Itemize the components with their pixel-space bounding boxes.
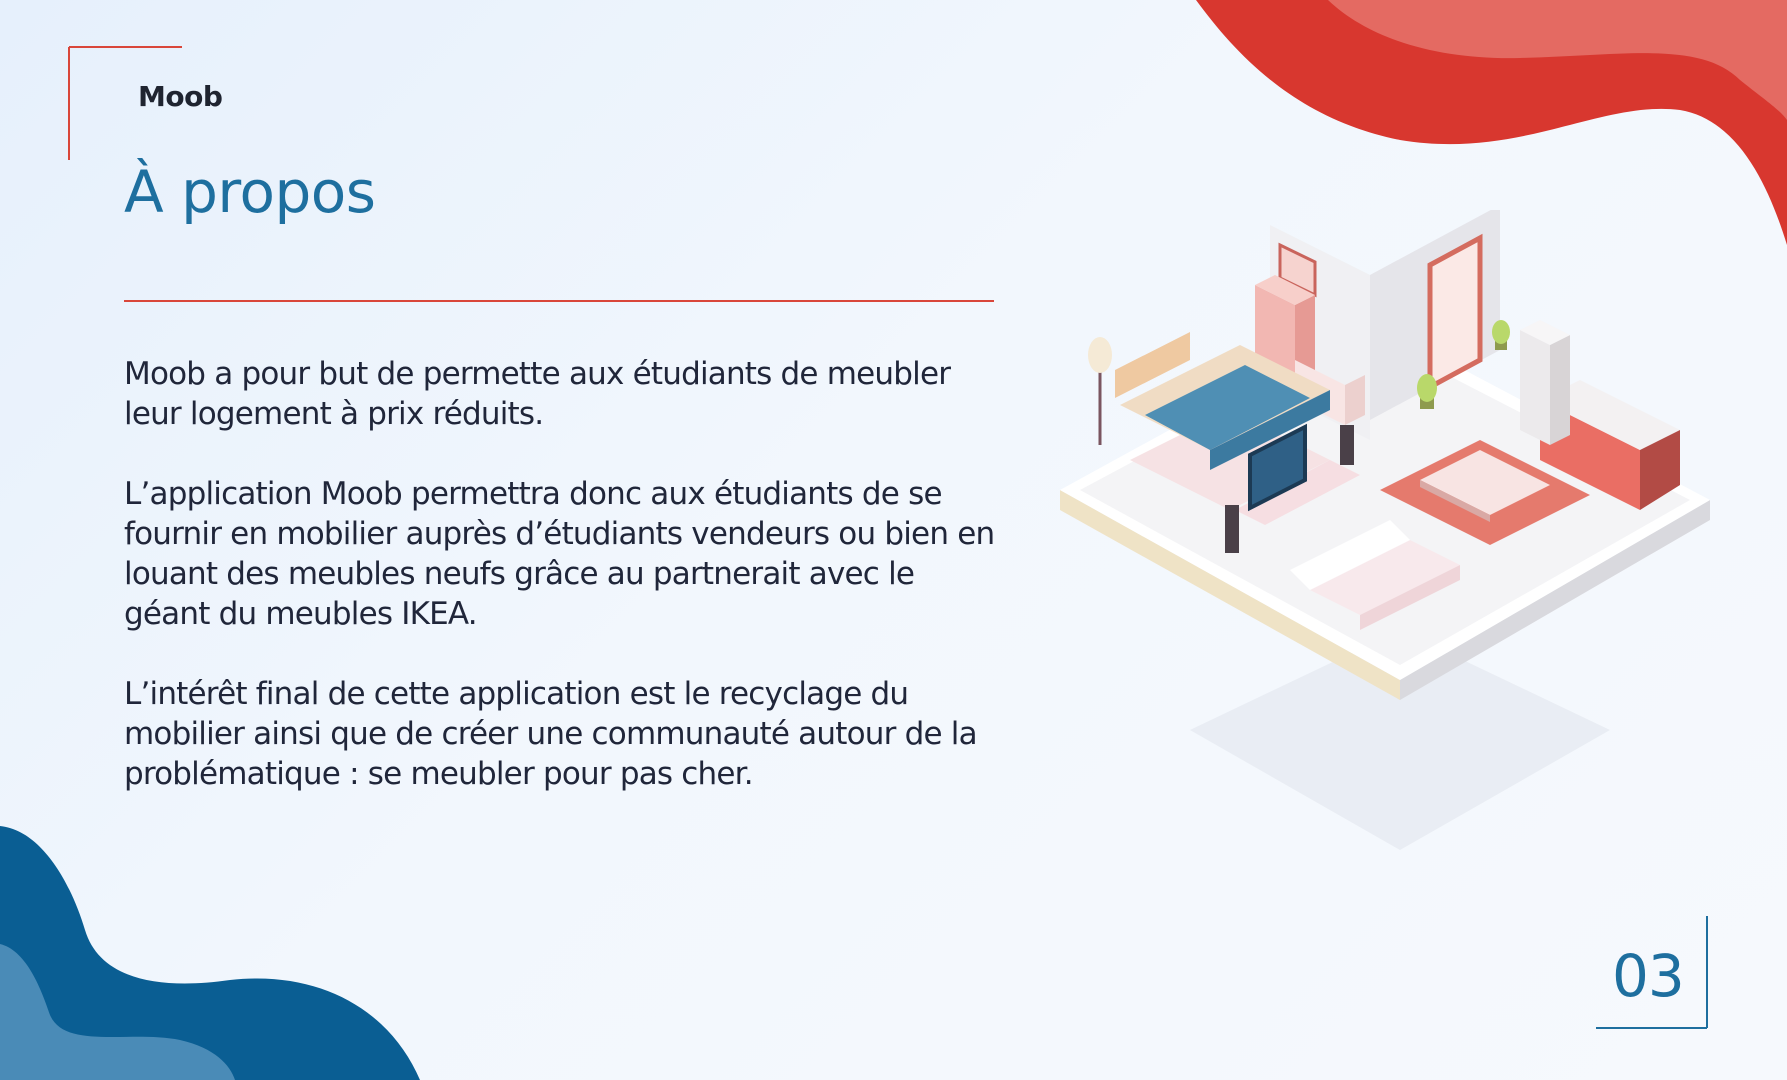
paragraph-intro: Moob a pour but de permette aux étudiants de meubler leur logement à prix réduits.: [124, 356, 951, 432]
isometric-apartment-illustration: [1040, 210, 1730, 870]
wall-door: [1430, 238, 1480, 387]
page-title: À propos: [124, 158, 376, 226]
plant-leaves-1: [1417, 374, 1437, 402]
fridge-front: [1520, 330, 1550, 445]
body-text: [124, 354, 1004, 834]
speaker-left: [1225, 505, 1239, 553]
plant-leaves-2: [1492, 320, 1510, 344]
paragraph-application: L’application Moob permettra donc aux étudiants de se fournir en mobilier auprès d’étudiants vendeurs ou bien en louant des meubles neufs grâce au partnerait avec le géant du meubles IKEA.: [124, 476, 995, 632]
speaker-right: [1340, 425, 1354, 465]
floor-lamp-shade: [1088, 337, 1112, 373]
brand-logo: Moob: [138, 80, 223, 113]
title-divider: [124, 300, 994, 302]
fridge-side: [1550, 335, 1570, 445]
page-number: 03: [1612, 942, 1684, 1010]
paragraph-interest: L’intérêt final de cette application est le recyclage du mobilier ainsi que de créer une communauté autour de la problématique : se meubler pour pas cher.: [124, 676, 977, 792]
